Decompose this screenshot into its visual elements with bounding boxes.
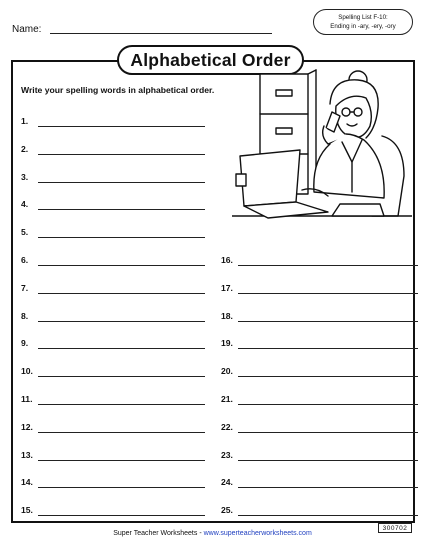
answer-row — [21, 505, 208, 517]
answer-row — [21, 394, 208, 406]
answer-number: 18. — [221, 310, 233, 321]
answer-number: 5. — [21, 227, 29, 238]
answer-row — [221, 311, 421, 323]
answer-line[interactable] — [38, 515, 205, 516]
answer-line[interactable] — [38, 265, 205, 266]
answer-line[interactable] — [38, 460, 205, 461]
answer-number: 3. — [21, 171, 29, 182]
office-woman-laptop-illustration-icon — [232, 66, 412, 236]
answer-row — [21, 450, 208, 462]
answer-number: 23. — [221, 449, 233, 460]
answer-line[interactable] — [38, 432, 205, 433]
spelling-list-subtitle: Ending in -ary, -ery, -ory — [330, 23, 396, 30]
answer-line[interactable] — [238, 487, 418, 488]
answer-row — [221, 450, 421, 462]
answer-row — [221, 394, 421, 406]
answer-number: 4. — [21, 199, 29, 210]
name-label: Name: — [12, 24, 42, 35]
answer-line[interactable] — [238, 321, 418, 322]
answer-line[interactable] — [38, 348, 205, 349]
answer-line[interactable] — [38, 293, 205, 294]
answer-row — [21, 366, 208, 378]
answer-row — [21, 116, 208, 128]
footer-separator: - — [197, 530, 204, 537]
answer-line[interactable] — [238, 515, 418, 516]
footer-url-link[interactable]: www.superteacherworksheets.com — [203, 530, 312, 537]
spelling-list-title: Spelling List F-10: — [338, 14, 388, 21]
name-line[interactable] — [50, 33, 272, 34]
spelling-list-badge — [313, 9, 413, 35]
answer-row — [21, 255, 208, 267]
answer-number: 24. — [221, 477, 233, 488]
answer-line[interactable] — [38, 404, 205, 405]
answer-number: 13. — [21, 449, 33, 460]
instruction-text: Write your spelling words in alphabetical order. — [21, 85, 215, 95]
answer-line[interactable] — [238, 293, 418, 294]
answer-row — [21, 422, 208, 434]
answer-row — [221, 477, 421, 489]
answer-number: 8. — [21, 310, 29, 321]
answer-number: 7. — [21, 282, 29, 293]
answer-number: 12. — [21, 421, 33, 432]
answer-line[interactable] — [38, 376, 205, 377]
answer-line[interactable] — [38, 182, 205, 183]
answer-line[interactable] — [238, 348, 418, 349]
answer-row — [21, 477, 208, 489]
answer-number: 15. — [21, 505, 33, 516]
answer-number: 11. — [21, 394, 33, 404]
footer-brand: Super Teacher Worksheets — [113, 530, 198, 537]
answer-row — [21, 338, 208, 350]
answer-row — [21, 227, 208, 239]
answer-number: 6. — [21, 255, 29, 265]
answer-line[interactable] — [38, 321, 205, 322]
footer — [0, 530, 425, 537]
answer-number: 1. — [21, 116, 29, 126]
answer-row — [221, 255, 421, 267]
answer-line[interactable] — [38, 487, 205, 488]
answer-number: 10. — [21, 366, 33, 377]
answer-row — [21, 172, 208, 184]
answer-line[interactable] — [38, 209, 205, 210]
answer-row — [221, 283, 421, 295]
answer-row — [221, 338, 421, 350]
answer-line[interactable] — [238, 265, 418, 266]
answer-row — [21, 144, 208, 156]
answer-line[interactable] — [38, 237, 205, 238]
answer-row — [221, 505, 421, 517]
answer-row — [21, 283, 208, 295]
answer-number: 25. — [221, 505, 233, 516]
answer-row — [221, 422, 421, 434]
answer-line[interactable] — [38, 126, 205, 127]
answer-line[interactable] — [38, 154, 205, 155]
answer-number: 16. — [221, 255, 233, 265]
answer-number: 20. — [221, 366, 233, 377]
answer-number: 9. — [21, 338, 29, 349]
answer-number: 19. — [221, 338, 233, 349]
page-title: Alphabetical Order — [117, 45, 304, 75]
answer-number: 14. — [21, 477, 33, 488]
answer-number: 2. — [21, 143, 29, 154]
answer-line[interactable] — [238, 376, 418, 377]
answer-row — [21, 311, 208, 323]
answer-number: 21. — [221, 394, 233, 404]
worksheet-code: 300702 — [378, 523, 412, 533]
answer-number: 22. — [221, 421, 233, 432]
answer-line[interactable] — [238, 404, 418, 405]
answer-number: 17. — [221, 282, 233, 293]
answer-line[interactable] — [238, 432, 418, 433]
answer-line[interactable] — [238, 460, 418, 461]
answer-row — [221, 366, 421, 378]
answer-row — [21, 199, 208, 211]
